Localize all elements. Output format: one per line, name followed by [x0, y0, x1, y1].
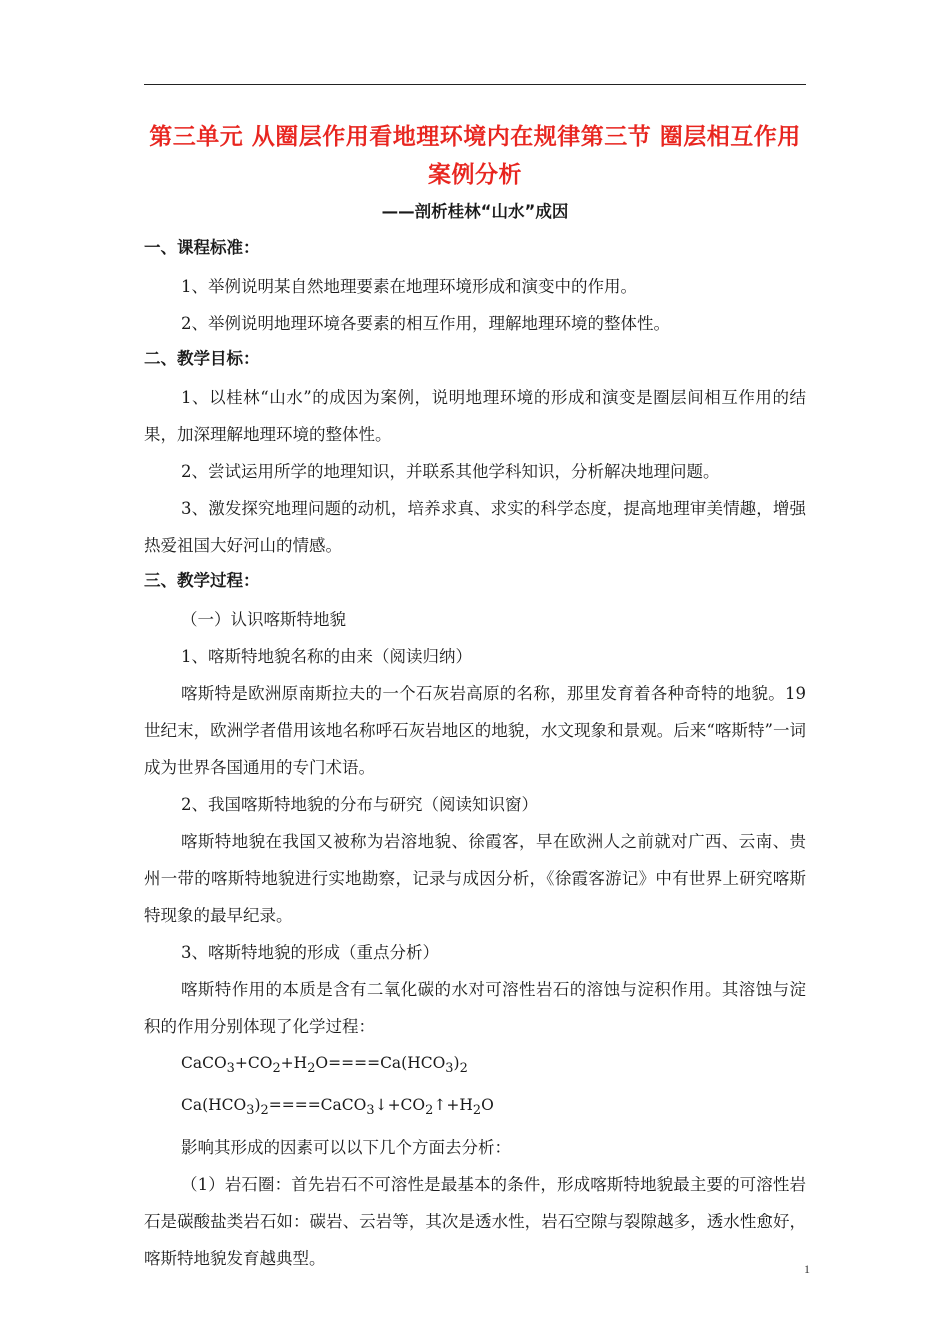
goals-item: 2、尝试运用所学的地理知识，并联系其他学科知识，分析解决地理问题。	[181, 462, 720, 481]
chemical-equation-dissolution: $CaCO_3+CO_2+H_2O====Ca(HCO_3)_2$	[181, 1054, 468, 1077]
process-paragraph: 喀斯特地貌在我国又被称为岩溶地貌、徐霞客，早在欧洲人之前就对广西、云南、贵州一带的喀斯特地貌进行实地勘察，记录与成因分析，《徐霞客游记》中有世界上研究喀斯特现象的最早纪录。	[144, 832, 806, 925]
section-heading-standards: 一、课程标准：	[144, 238, 260, 257]
document-body	[144, 231, 806, 1277]
process-paragraph: 喀斯特是欧洲原南斯拉夫的一个石灰岩高原的名称，那里发育着各种奇特的地貌。19世纪末，欧洲学者借用该地名称呼石灰岩地区的地貌，水文现象和景观。后来“喀斯特”一词成为世界各国通用的专门术语。	[144, 684, 806, 777]
process-subheading: 1、喀斯特地貌名称的由来（阅读归纳）	[181, 647, 472, 666]
standards-item: 1、举例说明某自然地理要素在地理环境形成和演变中的作用。	[181, 277, 637, 296]
process-subheading: 3、喀斯特地貌的形成（重点分析）	[181, 943, 439, 962]
process-paragraph: 影响其形成的因素可以以下几个方面去分析：	[181, 1138, 511, 1158]
section-heading-goals: 二、教学目标：	[144, 349, 260, 368]
process-part-heading: （一）认识喀斯特地貌	[181, 610, 346, 629]
page-number: 1	[804, 1262, 810, 1276]
section-heading-process: 三、教学过程：	[144, 571, 260, 590]
header-rule	[144, 84, 806, 85]
chemical-equation-deposition: $Ca(HCO_3)_2====CaCO_3↓+CO_2↑+H_2O$	[181, 1096, 494, 1119]
document-title: 第三单元 从圈层作用看地理环境内在规律第三节 圈层相互作用案例分析	[149, 124, 801, 188]
process-subheading: 2、我国喀斯特地貌的分布与研究（阅读知识窗）	[181, 795, 538, 814]
goals-item: 1、以桂林“山水”的成因为案例，说明地理环境的形成和演变是圈层间相互作用的结果，加深理解地理环境的整体性。	[144, 388, 806, 444]
process-paragraph: 喀斯特作用的本质是含有二氧化碳的水对可溶性岩石的溶蚀与淀积作用。其溶蚀与淀积的作用分别体现了化学过程：	[144, 980, 806, 1036]
goals-item: 3、激发探究地理问题的动机，培养求真、求实的科学态度，提高地理审美情趣，增强热爱祖国大好河山的情感。	[144, 499, 806, 555]
document-subtitle: ——剖析桂林“山水”成因	[381, 202, 569, 221]
process-paragraph: （1）岩石圈：首先岩石不可溶性是最基本的条件，形成喀斯特地貌最主要的可溶性岩石是碳酸盐类岩石如：碳岩、云岩等，其次是透水性，岩石空隙与裂隙越多，透水性愈好，喀斯特地貌发育越典型。	[144, 1175, 806, 1269]
standards-item: 2、举例说明地理环境各要素的相互作用，理解地理环境的整体性。	[181, 314, 670, 333]
